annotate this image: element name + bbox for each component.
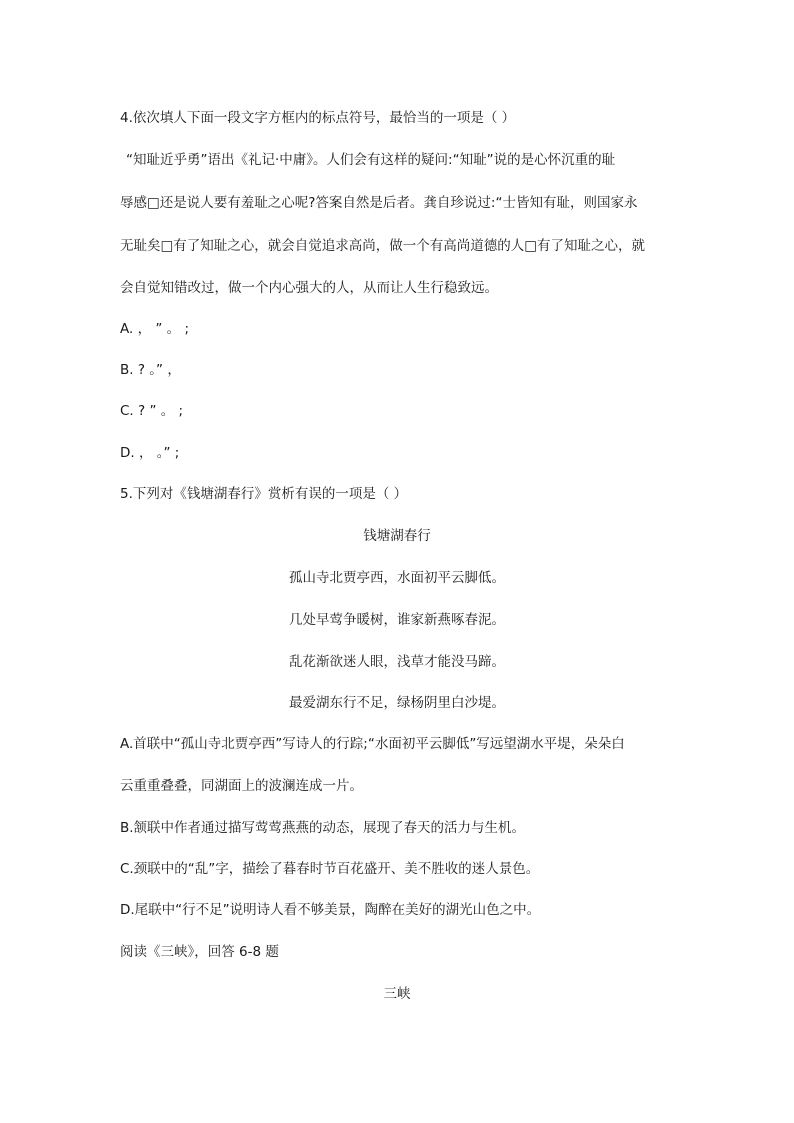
question-5-option-d: D.尾联中“行不足”说明诗人看不够美景，陶醉在美好的湖光山色之中。: [120, 902, 541, 918]
reading-instruction: 阅读《三峡》，回答 6-8 题: [120, 944, 279, 960]
question-5-stem: 5.下列对《钱塘湖春行》赏析有误的一项是（ ）: [120, 486, 408, 502]
question-4-passage-line: 无耻矣□有了知耻之心，就会自觉追求高尚，做一个有高尚道德的人□有了知耻之心，就: [120, 238, 646, 254]
poem-line: 乱花渐欲迷人眼，浅草才能没马蹄。: [289, 654, 505, 670]
question-5-option-a: A.首联中“孤山寺北贾亭西”写诗人的行踪;“水面初平云脚低”写远望湖水平堤，朵朵白: [120, 736, 625, 752]
question-4-option-b: B. ? 。” ，: [120, 362, 181, 378]
question-5-option-c: C.颈联中的“乱”字，描绘了暮春时节百花盛开、美不胜收的迷人景色。: [120, 861, 540, 877]
question-4-passage-line: 会自觉知错改过，做一个内心强大的人，从而让人生行稳致远。: [120, 280, 498, 296]
reading-title: 三峡: [383, 986, 411, 1002]
poem-line: 孤山寺北贾亭西，水面初平云脚低。: [289, 570, 505, 586]
question-4-option-c: C. ? ” 。 ;: [120, 403, 184, 419]
question-4-option-d: D. ， 。” ;: [120, 445, 180, 461]
poem-title: 钱塘湖春行: [363, 528, 431, 544]
question-4-passage-line: 辱感□还是说人要有羞耻之心呢?答案自然是后者。龚自珍说过:“士皆知有耻，则国家永: [120, 195, 638, 211]
question-4-passage-line: “知耻近乎勇”语出《礼记·中庸》。人们会有这样的疑问:“知耻”说的是心怀沉重的耻: [126, 152, 616, 168]
question-5-option-a-continued: 云重重叠叠，同湖面上的波澜连成一片。: [120, 778, 363, 794]
poem-line: 最爱湖东行不足，绿杨阴里白沙堤。: [289, 695, 505, 711]
poem-line: 几处早莺争暖树，谁家新燕啄春泥。: [289, 612, 505, 628]
question-4-stem: 4.依次填人下面一段文字方框内的标点符号，最恰当的一项是（ ）: [120, 110, 516, 126]
question-4-option-a: A. ， ” 。 ;: [120, 321, 189, 337]
question-5-option-b: B.颔联中作者通过描写莺莺燕燕的动态，展现了春天的活力与生机。: [120, 820, 526, 836]
